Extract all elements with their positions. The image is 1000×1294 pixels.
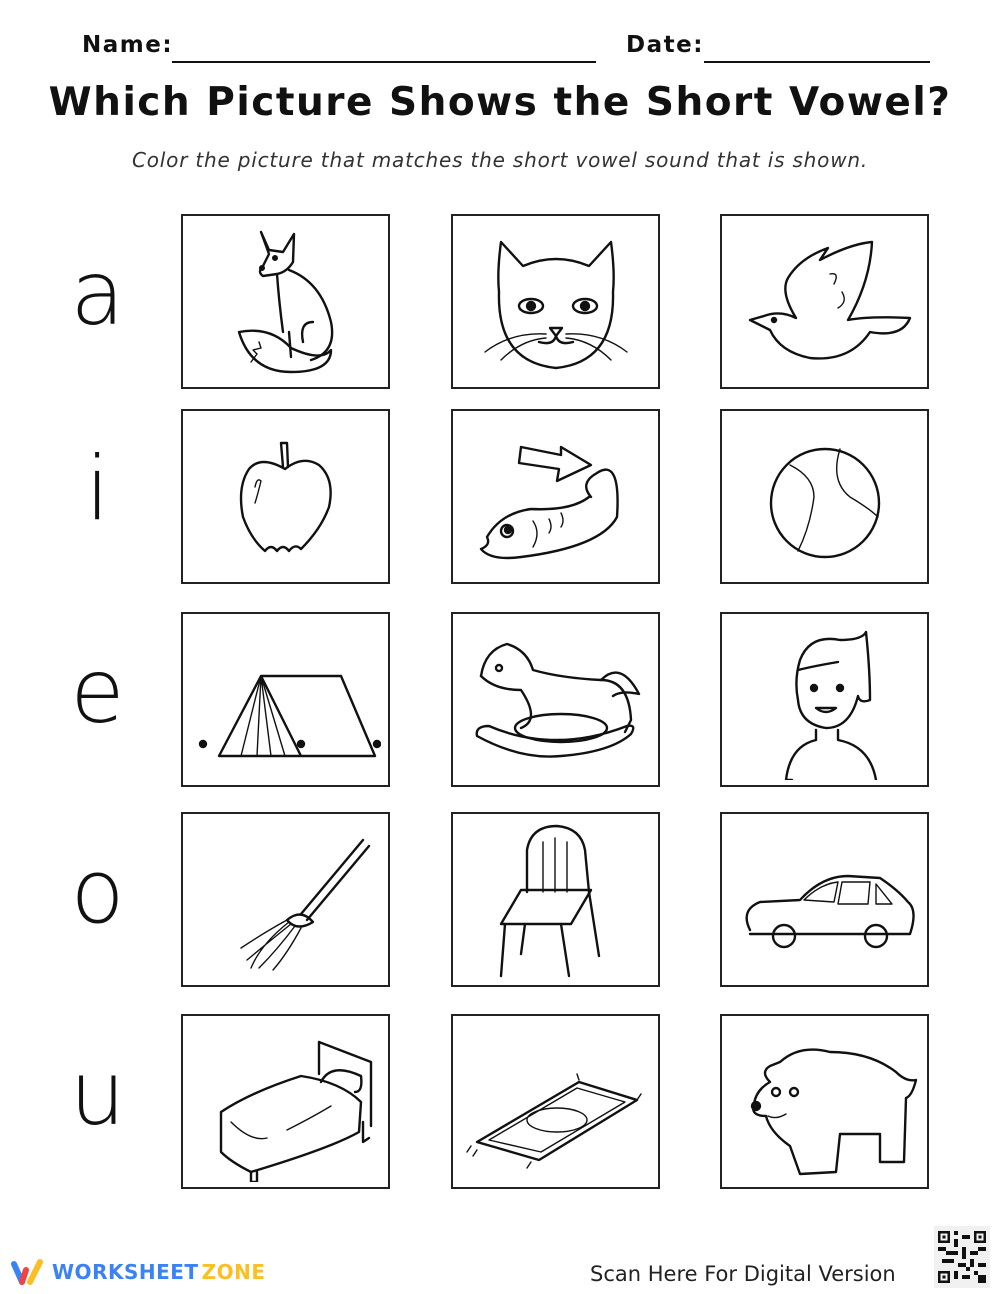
vowel-letter: a (70, 242, 125, 345)
fish-icon (461, 417, 651, 577)
bear-icon (730, 1022, 920, 1182)
scan-caption: Scan Here For Digital Version (590, 1262, 896, 1286)
name-label: Name: (82, 32, 174, 58)
picture-box-apple[interactable] (181, 409, 390, 584)
date-field[interactable] (704, 61, 930, 63)
mop-icon (191, 820, 381, 980)
picture-box-bed[interactable] (181, 1014, 390, 1189)
fox-icon (191, 222, 381, 382)
picture-box-fish[interactable] (451, 409, 660, 584)
bird-icon (730, 222, 920, 382)
vowel-row-i (0, 409, 1000, 584)
rug-icon (461, 1022, 651, 1182)
vowel-row-u (0, 1014, 1000, 1189)
tent-icon (191, 620, 381, 780)
picture-box-fox[interactable] (181, 214, 390, 389)
picture-box-cat[interactable] (451, 214, 660, 389)
name-field[interactable] (172, 61, 596, 63)
page-title: Which Picture Shows the Short Vowel? (48, 80, 952, 125)
picture-box-bear[interactable] (720, 1014, 929, 1189)
ball-icon (730, 417, 920, 577)
qr-code-icon (938, 1230, 986, 1284)
picture-box-boy[interactable] (720, 612, 929, 787)
picture-box-tent[interactable] (181, 612, 390, 787)
bed-icon (191, 1022, 381, 1182)
vowel-letter: i (85, 437, 110, 540)
rocking-horse-icon (461, 620, 651, 780)
picture-box-ball[interactable] (720, 409, 929, 584)
vowel-letter: o (70, 840, 125, 943)
vowel-letter: e (70, 640, 125, 743)
picture-box-bird[interactable] (720, 214, 929, 389)
apple-icon (191, 417, 381, 577)
instructions: Color the picture that matches the short vowel sound that is shown. (132, 148, 868, 172)
picture-box-rug[interactable] (451, 1014, 660, 1189)
brand-name-part1: WORKSHEET (52, 1260, 199, 1284)
brand-v-icon (10, 1258, 46, 1286)
boy-icon (730, 620, 920, 780)
vowel-letter: u (69, 1042, 126, 1145)
brand-name-part2: ZONE (201, 1260, 266, 1284)
picture-box-chair[interactable] (451, 812, 660, 987)
picture-box-mop[interactable] (181, 812, 390, 987)
picture-box-car[interactable] (720, 812, 929, 987)
car-icon (730, 820, 920, 980)
qr-code[interactable] (934, 1226, 990, 1288)
date-label: Date: (626, 32, 704, 58)
picture-box-rocking-horse[interactable] (451, 612, 660, 787)
vowel-row-o (0, 812, 1000, 987)
vowel-row-a (0, 214, 1000, 389)
cat-icon (461, 222, 651, 382)
chair-icon (461, 820, 651, 980)
worksheet-zone-logo[interactable] (10, 1258, 265, 1286)
vowel-row-e (0, 612, 1000, 787)
